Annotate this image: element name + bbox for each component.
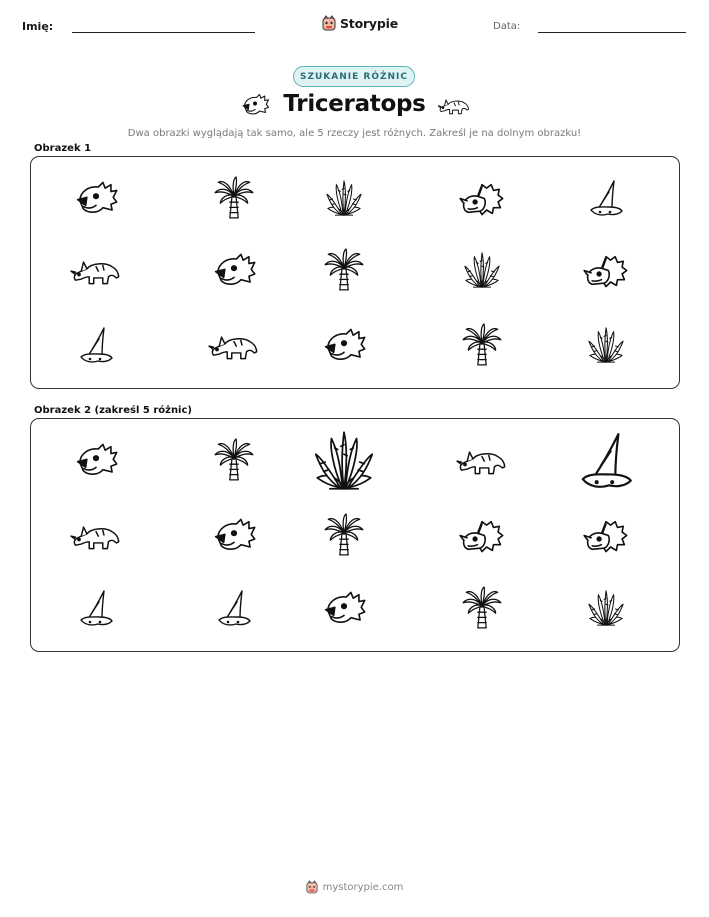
- picture2-cell[interactable]: [566, 578, 646, 638]
- horn-icon: [586, 179, 626, 217]
- picture2-cell[interactable]: [194, 578, 274, 638]
- horn-icon: [214, 589, 254, 627]
- frill-head-icon: [459, 517, 505, 554]
- picture1-cell: [442, 168, 522, 228]
- picture1-cell: [304, 315, 384, 375]
- bush-icon: [462, 251, 502, 289]
- picture2-cell[interactable]: [566, 505, 646, 565]
- palm-icon: [324, 513, 364, 557]
- footer-url: mystorypie.com: [322, 881, 404, 893]
- date-line[interactable]: [538, 32, 686, 33]
- head-profile-icon: [211, 517, 257, 554]
- head-profile-icon: [211, 252, 257, 289]
- picture1-cell: [566, 240, 646, 300]
- picture1-cell: [442, 315, 522, 375]
- triceratops-icon: [71, 518, 121, 552]
- picture1-label: Obrazek 1: [34, 143, 92, 154]
- palm-icon: [462, 323, 502, 367]
- activity-badge-label: SZUKANIE RÓŻNIC: [299, 71, 408, 82]
- palm-icon: [214, 176, 254, 220]
- frill-head-icon: [583, 252, 629, 289]
- picture2-label: Obrazek 2 (zakreśl 5 różnic): [34, 405, 192, 416]
- name-line[interactable]: [72, 32, 255, 33]
- head-profile-icon: [321, 327, 367, 364]
- picture2-cell[interactable]: [194, 430, 274, 490]
- picture2-cell[interactable]: [304, 578, 384, 638]
- palm-icon: [462, 586, 502, 630]
- storypie-mascot-icon: [306, 880, 318, 894]
- picture2-cell[interactable]: [56, 505, 136, 565]
- picture2-cell[interactable]: [566, 430, 646, 490]
- date-label: Data:: [493, 21, 521, 32]
- bush-icon: [586, 589, 626, 627]
- picture2-cell[interactable]: [442, 430, 522, 490]
- bush-icon: [324, 179, 364, 217]
- triceratops-icon: [457, 443, 507, 477]
- picture1-cell: [56, 315, 136, 375]
- triceratops-icon: [71, 253, 121, 287]
- picture1-cell: [56, 168, 136, 228]
- triceratops-icon: [209, 328, 259, 362]
- picture1-cell: [194, 168, 274, 228]
- brand-logo: [322, 13, 398, 33]
- picture1-cell: [566, 168, 646, 228]
- horn-icon: [76, 326, 116, 364]
- bush-icon: [311, 429, 377, 492]
- picture2-cell[interactable]: [56, 430, 136, 490]
- storypie-mascot-icon: [322, 15, 336, 31]
- activity-badge: [293, 66, 415, 87]
- bush-icon: [586, 326, 626, 364]
- horn-icon: [76, 589, 116, 627]
- picture1-cell: [194, 315, 274, 375]
- frill-head-icon: [583, 517, 629, 554]
- picture1-cell: [304, 168, 384, 228]
- picture2-cell[interactable]: [442, 505, 522, 565]
- head-profile-icon: [321, 590, 367, 627]
- picture2-cell[interactable]: [194, 505, 274, 565]
- instructions: Dwa obrazki wyglądają tak samo, ale 5 rzeczy jest różnych. Zakreśl je na dolnym obrazku!: [127, 128, 582, 139]
- picture1-cell: [304, 240, 384, 300]
- picture1-cell: [566, 315, 646, 375]
- title-deco-right-icon: [438, 93, 470, 121]
- name-label: Imię:: [22, 20, 54, 33]
- brand-name: Storypie: [340, 15, 398, 31]
- head-profile-icon: [73, 442, 119, 479]
- head-profile-icon: [73, 180, 119, 217]
- palm-icon: [324, 248, 364, 292]
- page-title: Triceratops: [283, 91, 426, 117]
- picture2-cell[interactable]: [304, 505, 384, 565]
- picture2-cell[interactable]: [56, 578, 136, 638]
- horn-icon: [575, 431, 637, 490]
- picture1-cell: [194, 240, 274, 300]
- palm-icon: [214, 438, 254, 482]
- frill-head-icon: [459, 180, 505, 217]
- footer: [0, 880, 709, 894]
- picture1-cell: [56, 240, 136, 300]
- picture2-cell[interactable]: [304, 430, 384, 490]
- picture1-cell: [442, 240, 522, 300]
- picture2-cell[interactable]: [442, 578, 522, 638]
